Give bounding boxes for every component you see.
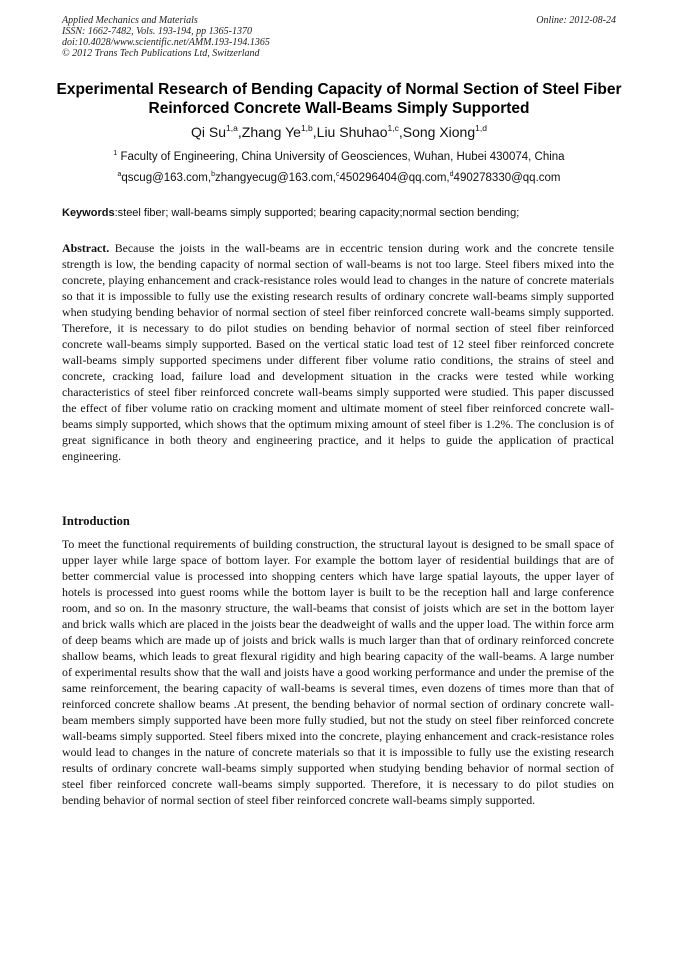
email-address[interactable]: qscug@163.com, xyxy=(121,172,212,184)
abstract-text: Because the joists in the wall-beams are in eccentric tension during work and the concrete tensile strength is low, the bending capacity of normal section of wall-beams is not too large. Steel fibers mixed into the concrete, playing enhancement and crack-resistance roles would lead to changes in the nature of concrete materials so that it is impossible to fully use the existing research results of ordinary concrete wall-beams simply supported when studying bending behavior of normal section of steel fiber reinforced concrete wall-beams simply supported. Therefore, it is necessary to do pilot studies on bending behavior of normal section of steel fiber reinforced concrete wall-beams simply supported. Based on the vertical static load test of 12 steel fiber reinforced concrete wall-beams simply supported specimens under different fiber volume ratio conditions, the strains of steel and concrete, cracking load, failure load and development situation in the cracks were tested while working characteristics of steel fiber reinforced concrete wall-beams simply supported were studied. This paper discussed the effect of fiber volume ratio on cracking moment and ultimate moment of steel fiber reinforced concrete wall-beams simply supported, which shows that the optimum mixing amount of steel fiber is 1.2%. The conclusion is of great significance in both theory and engineering practice, and it helps to guide the application of practical engineering. xyxy=(62,241,614,463)
email-list xyxy=(40,171,638,185)
keywords-text: :steel fiber; wall-beams simply supported; bearing capacity;normal section bending; xyxy=(114,207,520,219)
affiliation-text: Faculty of Engineering, China University of Geosciences, Wuhan, Hubei 430074, China xyxy=(120,151,565,163)
running-header xyxy=(62,15,616,59)
affiliation-superscript: 1 xyxy=(113,150,118,157)
abstract-label: Abstract. xyxy=(62,241,110,255)
affiliation xyxy=(40,150,638,164)
author-name: Qi Su xyxy=(191,124,227,140)
author-name: Liu Shuhao xyxy=(316,124,388,140)
author-name: Song Xiong xyxy=(402,124,476,140)
author-list: Qi Su$^{1,a}$,Zhang Ye$^{1,b}$,Liu Shuhao$^{1,c}$,Song Xiong$^{1,d}$ xyxy=(191,123,487,140)
keywords xyxy=(62,206,618,220)
email-superscript: d xyxy=(449,171,454,178)
introduction-paragraph: To meet the functional requirements of building construction, the structural layout is designed to be small space of upper layer while large space of bottom layer. For example the bottom layer of residential buildings that are of better commercial value is processed into shopping centers which have large spatial layouts, the upper layer of hotels is processed into guest rooms while the bottom layer is built to be the reception hall and large conference room, and so on. In the masonry structure, the wall-beams that consist of joists which are set in the bottom layer and brick walls which are placed in the joists bear the deadweight of walls and the upper load. The within force arm of deep beams which are made up of joists and brick walls is much larger than that of ordinary reinforced concrete shallow beams, which leads to great flexural rigidity and high bearing capacity of the wall-beams. A large number of experimental results show that the wall and joists have a good working performance and under the premise of the same reinforcement, the bearing capacity of wall-beams is several times, even dozens of times more than that of reinforced concrete shallow beams .At present, the bending behavior of normal section of ordinary concrete wall-beam members simply supported have been more fully studied, but not the study on steel fiber reinforced concrete wall-beams simply supported. Steel fibers mixed into the concrete, playing enhancement and crack-resistance roles would lead to changes in the nature of concrete materials so that it is impossible to fully use the existing research results of ordinary concrete wall-beams simply supported when studying bending behavior of normal section of steel fiber reinforced concrete wall-beams simply supported. Therefore, it is necessary to do pilot studies on bending behavior of normal section of steel fiber reinforced concrete wall-beams simply supported. xyxy=(62,537,614,807)
author-superscript: 1,a xyxy=(226,123,238,133)
email-address[interactable]: zhangyecug@163.com, xyxy=(214,172,336,184)
author-name: Zhang Ye xyxy=(241,124,301,140)
section-heading-introduction: Introduction xyxy=(62,514,130,528)
author-superscript: 1,d xyxy=(475,123,487,133)
paper-title: Experimental Research of Bending Capacity of Normal Section of Steel Fiber Reinforced Concrete Wall-Beams Simply Supported xyxy=(56,81,622,117)
email-address[interactable]: 450296404@qq.com, xyxy=(339,172,450,184)
email-address[interactable]: 490278330@qq.com xyxy=(453,172,561,184)
issn-line: ISSN: 1662-7482, Vols. 193-194, pp 1365-1370 xyxy=(62,26,252,37)
email-superscript: a xyxy=(117,171,122,178)
online-date: Online: 2012-08-24 xyxy=(536,15,616,26)
email-superscript: b xyxy=(211,171,215,178)
doi-line: doi:10.4028/www.scientific.net/AMM.193-194.1365 xyxy=(62,37,270,48)
email-superscript: c xyxy=(335,171,340,178)
abstract xyxy=(62,240,614,464)
author-superscript: 1,b xyxy=(300,123,313,133)
copyright-line: © 2012 Trans Tech Publications Ltd, Switzerland xyxy=(62,48,260,59)
author-superscript: 1,c xyxy=(387,123,399,133)
journal-name: Applied Mechanics and Materials xyxy=(62,15,198,26)
keywords-label: Keywords xyxy=(62,207,115,219)
